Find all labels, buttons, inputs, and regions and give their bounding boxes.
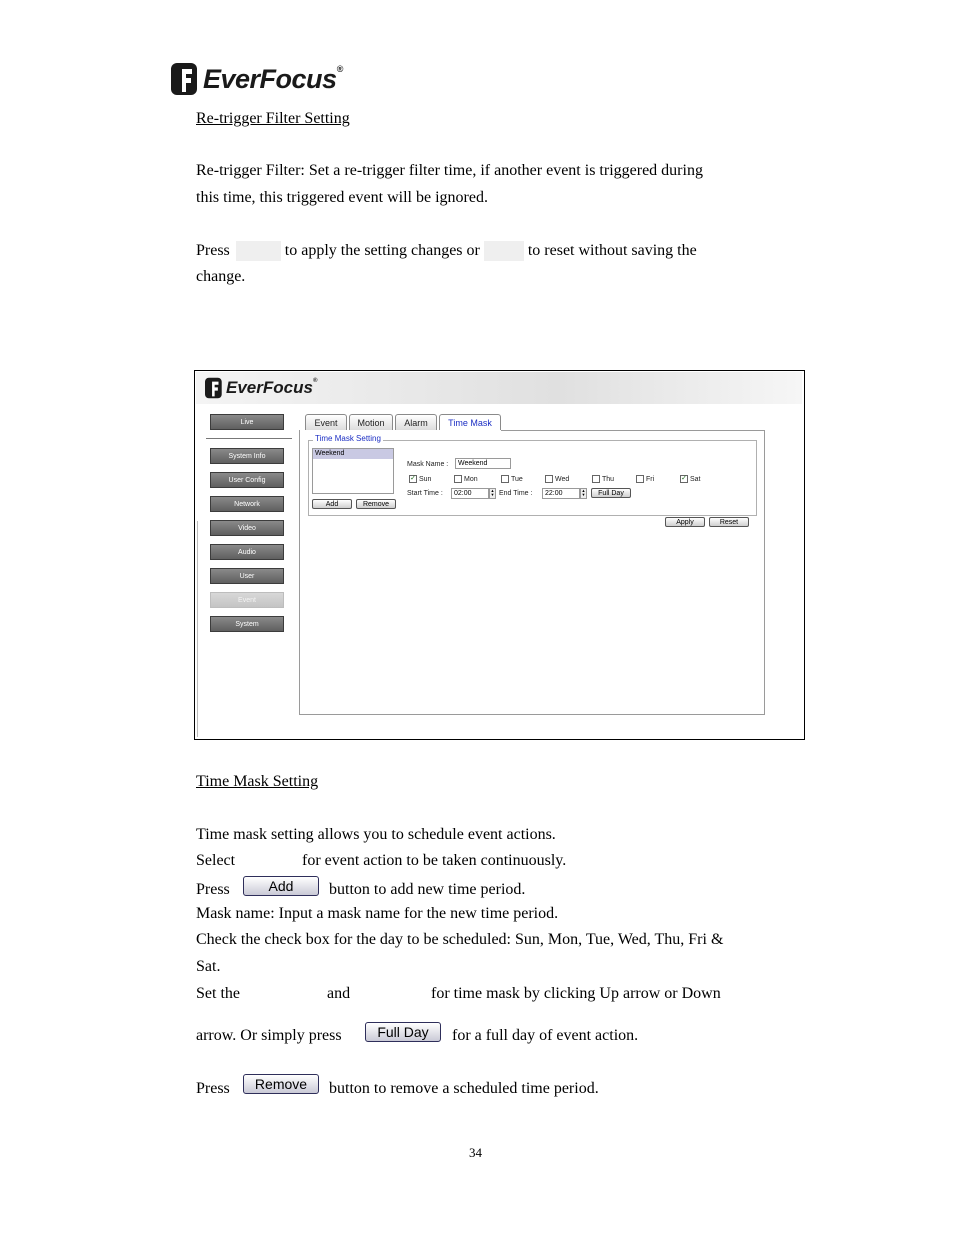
- timemask-line2b: for event action to be taken continuously.: [302, 852, 567, 869]
- list-item[interactable]: Weekend: [313, 449, 393, 459]
- logo-text: EverFocus®: [203, 63, 343, 94]
- apply-button-placeholder: [236, 241, 281, 261]
- end-time-spinner[interactable]: ▲ ▼: [581, 488, 586, 497]
- nav-video[interactable]: Video: [210, 520, 284, 536]
- tab-alarm[interactable]: Alarm: [395, 414, 437, 430]
- page-number: 34: [469, 1145, 482, 1160]
- mon-checkbox[interactable]: [454, 475, 462, 483]
- nav-divider: [206, 438, 292, 439]
- add-button-image: Add: [243, 876, 319, 896]
- remove-button-image: Remove: [243, 1074, 319, 1094]
- apply-button[interactable]: Apply: [665, 517, 705, 527]
- retrigger-para-line1: Re-trigger Filter: Set a re-trigger filter time, if another event is triggered during: [196, 162, 703, 179]
- timemask-line2a: Select: [196, 852, 236, 869]
- timemask-line9b: button to remove a scheduled time period.: [329, 1080, 599, 1097]
- timemask-line7c: for time mask by clicking Up arrow or Down: [431, 985, 721, 1002]
- mask-list[interactable]: [312, 448, 394, 494]
- timemask-line3b: button to add new time period.: [329, 881, 526, 898]
- fieldset-legend: Time Mask Setting: [315, 434, 381, 443]
- mon-label: Mon: [464, 476, 478, 483]
- full-day-button-image: Full Day: [365, 1022, 441, 1042]
- timemask-line5: Check the check box for the day to be scheduled: Sun, Mon, Tue, Wed, Thu, Fri &: [196, 931, 724, 948]
- thu-label: Thu: [602, 476, 615, 483]
- left-divider: [197, 521, 198, 737]
- reset-button[interactable]: Reset: [709, 517, 749, 527]
- retrigger-press-line: Press to apply the setting changes or to reset without saving the: [196, 241, 697, 261]
- retrigger-press-line2: change.: [196, 268, 246, 285]
- sat-checkbox[interactable]: ✓: [681, 475, 687, 482]
- nav-event[interactable]: Event: [210, 592, 284, 608]
- sat-label: Sat: [690, 476, 701, 483]
- retrigger-para-line2: this time, this triggered event will be ignored.: [196, 189, 488, 206]
- timemask-line3a: Press: [196, 881, 230, 898]
- full-day-button[interactable]: Full Day: [591, 488, 631, 498]
- fri-label: Fri: [646, 476, 655, 483]
- screenshot-logo: EverFocus®: [205, 376, 317, 400]
- tue-label: Tue: [511, 476, 523, 483]
- timemask-line9a: Press: [196, 1080, 230, 1097]
- timemask-line7a: Set the: [196, 985, 240, 1002]
- tab-event[interactable]: Event: [305, 414, 347, 430]
- reset-button-placeholder: [484, 241, 524, 261]
- tab-underline: [501, 430, 765, 431]
- timemask-line6: Sat.: [196, 958, 221, 975]
- tue-checkbox[interactable]: [501, 475, 509, 483]
- everfocus-logo-icon: [171, 61, 199, 97]
- screenshot-logo-icon: [205, 376, 223, 400]
- nav-user-config[interactable]: User Config: [210, 472, 284, 488]
- add-button[interactable]: Add: [312, 499, 352, 509]
- end-time-label: End Time :: [499, 490, 533, 497]
- start-time-spinner[interactable]: ▲ ▼: [490, 488, 495, 497]
- time-mask-screenshot: [194, 370, 805, 740]
- fri-checkbox[interactable]: [636, 475, 644, 483]
- nav-live[interactable]: Live: [210, 414, 284, 430]
- timemask-line8b: for a full day of event action.: [452, 1027, 639, 1044]
- sun-label: Sun: [419, 476, 432, 483]
- timemask-line8a: arrow. Or simply press: [196, 1027, 342, 1044]
- retrigger-heading: Re-trigger Filter Setting: [196, 110, 350, 127]
- timemask-heading: Time Mask Setting: [196, 773, 319, 790]
- mask-name-label: Mask Name :: [407, 461, 449, 468]
- end-time-input[interactable]: 22:00: [542, 488, 580, 499]
- wed-label: Wed: [555, 476, 570, 483]
- nav-system-info[interactable]: System Info: [210, 448, 284, 464]
- mask-name-input[interactable]: Weekend: [455, 458, 511, 469]
- thu-checkbox[interactable]: [592, 475, 600, 483]
- nav-user[interactable]: User: [210, 568, 284, 584]
- timemask-line4: Mask name: Input a mask name for the new time period.: [196, 905, 559, 922]
- nav-system[interactable]: System: [210, 616, 284, 632]
- remove-button[interactable]: Remove: [356, 499, 396, 509]
- start-time-label: Start Time :: [407, 490, 443, 497]
- tab-motion[interactable]: Motion: [349, 414, 393, 430]
- start-time-input[interactable]: 02:00: [451, 488, 489, 499]
- sun-checkbox[interactable]: ✓: [410, 475, 416, 482]
- tab-time-mask[interactable]: Time Mask: [439, 414, 501, 430]
- everfocus-logo: [171, 60, 343, 98]
- wed-checkbox[interactable]: [545, 475, 553, 483]
- nav-audio[interactable]: Audio: [210, 544, 284, 560]
- timemask-line1: Time mask setting allows you to schedule event actions.: [196, 826, 556, 843]
- timemask-line7b: and: [327, 985, 351, 1002]
- nav-network[interactable]: Network: [210, 496, 284, 512]
